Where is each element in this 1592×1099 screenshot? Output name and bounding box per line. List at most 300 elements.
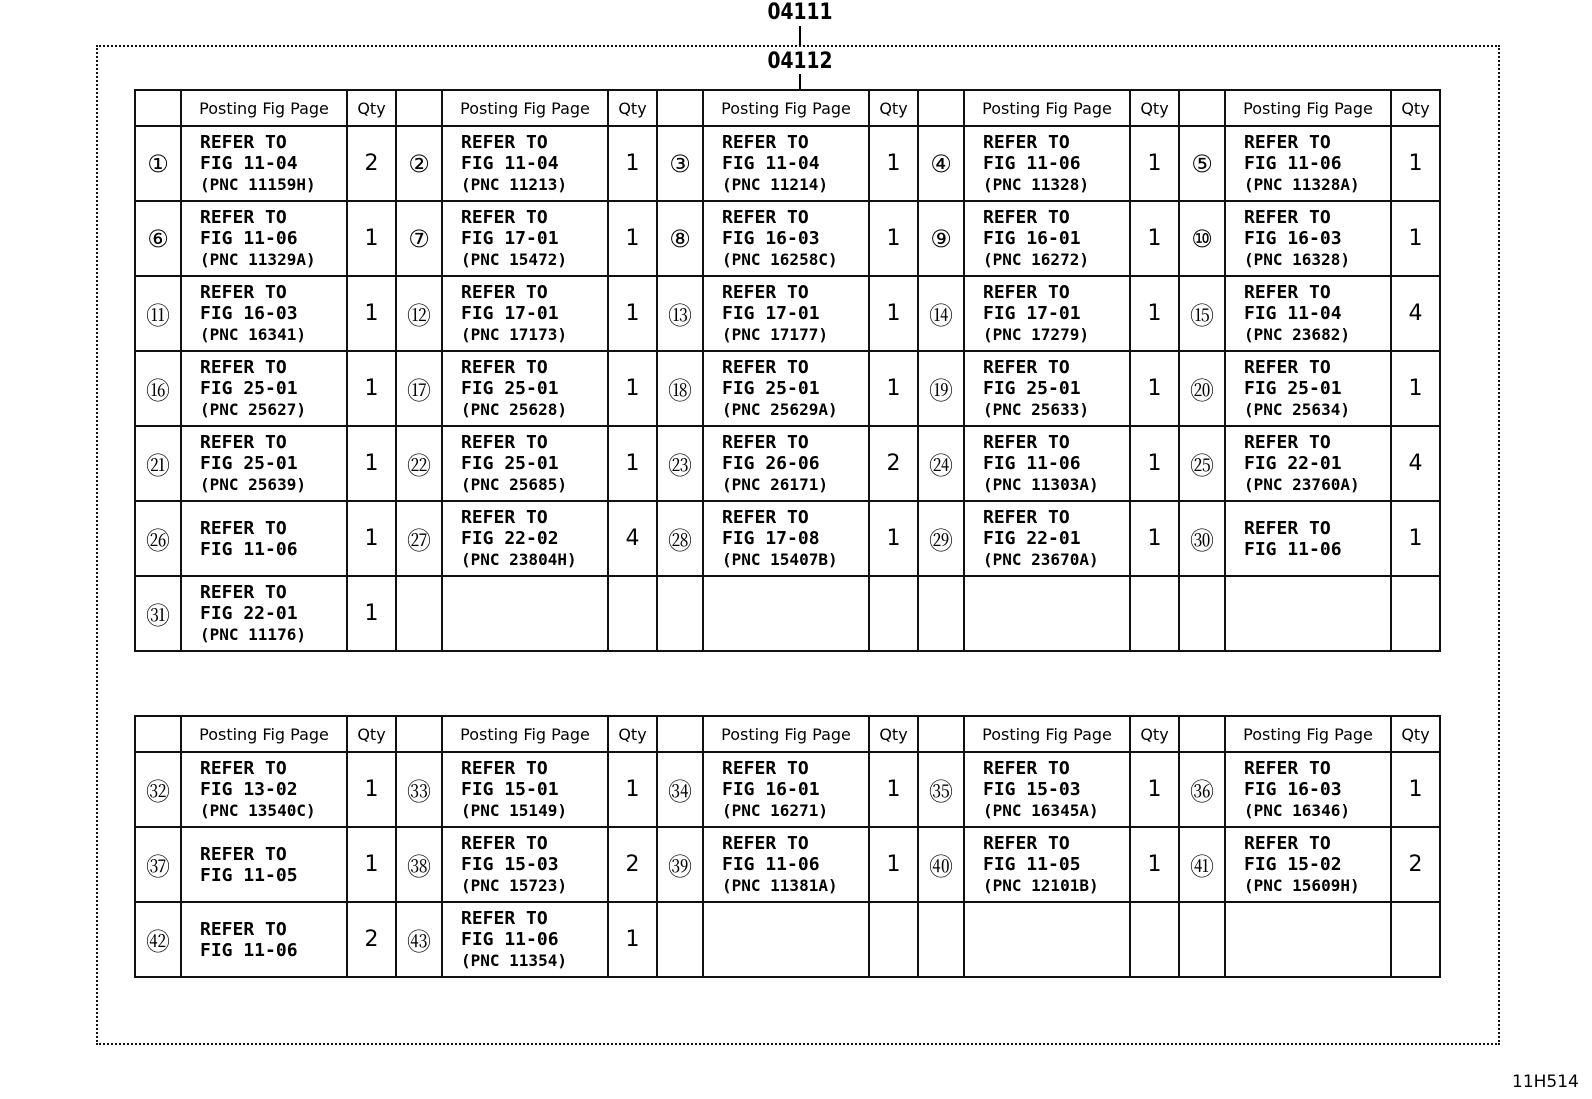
pnc-text: (PNC 23760A) xyxy=(1244,475,1360,494)
quantity: 2 xyxy=(1391,827,1440,902)
quantity: 1 xyxy=(347,752,396,827)
refer-to-text: REFER TO xyxy=(461,132,548,153)
refer-to-text: REFER TO xyxy=(722,833,809,854)
pnc-text: (PNC 25627) xyxy=(200,400,306,419)
quantity xyxy=(1130,902,1179,977)
quantity: 1 xyxy=(1391,351,1440,426)
refer-to-text: REFER TO xyxy=(200,282,287,303)
table-row xyxy=(135,201,1440,276)
header-number-cell xyxy=(1179,716,1225,752)
quantity xyxy=(1391,576,1440,651)
quantity: 1 xyxy=(1130,827,1179,902)
refer-to-text: REFER TO xyxy=(200,207,287,228)
fig-page-text: FIG 16-03 xyxy=(722,228,820,249)
quantity: 2 xyxy=(608,827,657,902)
refer-to-text: REFER TO xyxy=(200,582,287,603)
table-row xyxy=(135,827,1440,902)
pnc-text: (PNC 17279) xyxy=(983,325,1089,344)
posting-fig-reference xyxy=(442,351,608,426)
refer-to-text: REFER TO xyxy=(983,833,1070,854)
illustration-code: 11H514 xyxy=(1512,1072,1579,1092)
pnc-text: (PNC 15407B) xyxy=(722,550,838,569)
quantity: 1 xyxy=(608,126,657,201)
refer-to-text: REFER TO xyxy=(200,357,287,378)
quantity: 1 xyxy=(347,426,396,501)
quantity: 1 xyxy=(869,827,918,902)
posting-fig-reference xyxy=(1225,351,1391,426)
item-number xyxy=(657,576,703,651)
table-row xyxy=(135,276,1440,351)
item-number: ⑯ xyxy=(135,351,181,426)
refer-to-text: REFER TO xyxy=(983,132,1070,153)
posting-fig-reference xyxy=(442,126,608,201)
outer-leader-line xyxy=(799,26,801,46)
posting-fig-reference xyxy=(964,501,1130,576)
refer-to-text: REFER TO xyxy=(983,357,1070,378)
item-number: ㉝ xyxy=(396,752,442,827)
fig-page-text: FIG 16-01 xyxy=(983,228,1081,249)
fig-page-text: FIG 17-08 xyxy=(722,528,820,549)
pnc-text: (PNC 11328) xyxy=(983,175,1089,194)
item-number: ⑳ xyxy=(1179,351,1225,426)
item-number: ⑮ xyxy=(1179,276,1225,351)
pnc-text: (PNC 15723) xyxy=(461,876,567,895)
header-number-cell xyxy=(918,90,964,126)
pnc-text: (PNC 25633) xyxy=(983,400,1089,419)
posting-fig-reference xyxy=(964,902,1130,977)
pnc-text: (PNC 11159H) xyxy=(200,175,316,194)
fig-page-text: FIG 11-05 xyxy=(983,854,1081,875)
refer-to-text: REFER TO xyxy=(983,507,1070,528)
table-row xyxy=(135,426,1440,501)
item-number: ㉚ xyxy=(1179,501,1225,576)
refer-to-text: REFER TO xyxy=(461,833,548,854)
refer-to-text: REFER TO xyxy=(722,132,809,153)
quantity: 1 xyxy=(1391,126,1440,201)
item-number: ㉘ xyxy=(657,501,703,576)
quantity: 1 xyxy=(347,276,396,351)
posting-fig-reference xyxy=(181,501,347,576)
fig-page-text: FIG 11-04 xyxy=(722,153,820,174)
header-number-cell xyxy=(657,716,703,752)
fig-page-text: FIG 16-01 xyxy=(722,779,820,800)
quantity: 1 xyxy=(1130,126,1179,201)
refer-to-text: REFER TO xyxy=(1244,758,1331,779)
quantity: 1 xyxy=(1391,501,1440,576)
header-posting-fig-page: Posting Fig Page xyxy=(442,90,608,126)
quantity: 1 xyxy=(608,276,657,351)
header-qty: Qty xyxy=(1391,716,1440,752)
item-number xyxy=(396,576,442,651)
pnc-text: (PNC 25634) xyxy=(1244,400,1350,419)
posting-fig-reference xyxy=(181,902,347,977)
posting-fig-reference xyxy=(442,576,608,651)
refer-to-text: REFER TO xyxy=(1244,132,1331,153)
fig-page-text: FIG 15-03 xyxy=(461,854,559,875)
refer-to-text: REFER TO xyxy=(461,758,548,779)
posting-fig-reference xyxy=(442,902,608,977)
item-number: ㉛ xyxy=(135,576,181,651)
fig-page-text: FIG 22-01 xyxy=(983,528,1081,549)
quantity xyxy=(1391,902,1440,977)
item-number: ① xyxy=(135,126,181,201)
item-number: ⑲ xyxy=(918,351,964,426)
posting-fig-reference xyxy=(703,126,869,201)
posting-fig-reference xyxy=(964,351,1130,426)
quantity: 1 xyxy=(1130,201,1179,276)
item-number: ⑦ xyxy=(396,201,442,276)
header-posting-fig-page: Posting Fig Page xyxy=(1225,716,1391,752)
refer-to-text: REFER TO xyxy=(200,132,287,153)
fig-page-text: FIG 22-01 xyxy=(200,603,298,624)
fig-page-text: FIG 15-02 xyxy=(1244,854,1342,875)
table-row xyxy=(135,126,1440,201)
quantity: 1 xyxy=(1130,351,1179,426)
refer-to-text: REFER TO xyxy=(1244,207,1331,228)
refer-to-text: REFER TO xyxy=(461,207,548,228)
refer-to-text: REFER TO xyxy=(983,758,1070,779)
item-number: ㉔ xyxy=(918,426,964,501)
item-number: ㉑ xyxy=(135,426,181,501)
quantity: 2 xyxy=(347,902,396,977)
pnc-text: (PNC 16346) xyxy=(1244,801,1350,820)
pnc-text: (PNC 16271) xyxy=(722,801,828,820)
posting-fig-reference xyxy=(703,201,869,276)
fig-page-text: FIG 11-05 xyxy=(200,864,298,886)
quantity xyxy=(869,902,918,977)
header-posting-fig-page: Posting Fig Page xyxy=(181,90,347,126)
quantity: 1 xyxy=(1130,501,1179,576)
posting-fig-reference xyxy=(703,752,869,827)
posting-fig-reference xyxy=(442,827,608,902)
header-posting-fig-page: Posting Fig Page xyxy=(181,716,347,752)
posting-fig-reference xyxy=(1225,827,1391,902)
fig-page-text: FIG 11-04 xyxy=(200,153,298,174)
fig-page-text: FIG 16-03 xyxy=(200,303,298,324)
header-number-cell xyxy=(1179,90,1225,126)
fig-page-text: FIG 17-01 xyxy=(722,303,820,324)
fig-page-text: FIG 15-01 xyxy=(461,779,559,800)
pnc-text: (PNC 11303A) xyxy=(983,475,1099,494)
pnc-text: (PNC 26171) xyxy=(722,475,828,494)
fig-page-text: FIG 25-01 xyxy=(722,378,820,399)
refer-to-text: REFER TO xyxy=(983,207,1070,228)
item-number: ㉒ xyxy=(396,426,442,501)
pnc-text: (PNC 17173) xyxy=(461,325,567,344)
item-number: ③ xyxy=(657,126,703,201)
quantity: 1 xyxy=(1130,276,1179,351)
quantity: 1 xyxy=(869,752,918,827)
refer-to-text: REFER TO xyxy=(200,843,287,865)
refer-to-text: REFER TO xyxy=(983,432,1070,453)
quantity: 4 xyxy=(1391,426,1440,501)
refer-to-text: REFER TO xyxy=(461,357,548,378)
item-number xyxy=(657,902,703,977)
item-number xyxy=(918,576,964,651)
pnc-text: (PNC 25629A) xyxy=(722,400,838,419)
fig-page-text: FIG 11-06 xyxy=(983,453,1081,474)
posting-fig-reference xyxy=(1225,501,1391,576)
pnc-text: (PNC 16328) xyxy=(1244,250,1350,269)
item-number: ㊳ xyxy=(396,827,442,902)
posting-fig-reference xyxy=(1225,276,1391,351)
posting-fig-reference xyxy=(964,752,1130,827)
item-number: ㊷ xyxy=(135,902,181,977)
item-number: ⑥ xyxy=(135,201,181,276)
fig-page-text: FIG 26-06 xyxy=(722,453,820,474)
item-number: ㊶ xyxy=(1179,827,1225,902)
item-number: ② xyxy=(396,126,442,201)
refer-to-text: REFER TO xyxy=(722,432,809,453)
posting-fig-reference xyxy=(964,201,1130,276)
fig-page-text: FIG 17-01 xyxy=(461,228,559,249)
pnc-text: (PNC 25685) xyxy=(461,475,567,494)
posting-fig-reference xyxy=(703,902,869,977)
item-number: ㊴ xyxy=(657,827,703,902)
posting-fig-reference xyxy=(964,426,1130,501)
header-number-cell xyxy=(396,716,442,752)
pnc-text: (PNC 25639) xyxy=(200,475,306,494)
fig-page-text: FIG 11-06 xyxy=(1244,538,1342,560)
quantity: 4 xyxy=(1391,276,1440,351)
quantity: 1 xyxy=(869,201,918,276)
item-number: ㉕ xyxy=(1179,426,1225,501)
posting-fig-reference xyxy=(964,126,1130,201)
fig-page-text: FIG 11-04 xyxy=(461,153,559,174)
item-number: ㉜ xyxy=(135,752,181,827)
posting-fig-reference xyxy=(442,201,608,276)
fig-page-text: FIG 13-02 xyxy=(200,779,298,800)
refer-to-text: REFER TO xyxy=(722,282,809,303)
fig-page-text: FIG 25-01 xyxy=(200,453,298,474)
quantity: 1 xyxy=(608,752,657,827)
pnc-text: (PNC 23682) xyxy=(1244,325,1350,344)
fig-page-text: FIG 16-03 xyxy=(1244,228,1342,249)
inner-leader-line xyxy=(799,74,801,90)
posting-fig-reference xyxy=(703,827,869,902)
fig-page-text: FIG 11-06 xyxy=(200,939,298,961)
quantity: 1 xyxy=(869,501,918,576)
pnc-text: (PNC 16272) xyxy=(983,250,1089,269)
fig-page-text: FIG 15-03 xyxy=(983,779,1081,800)
item-number: ㉞ xyxy=(657,752,703,827)
posting-fig-reference xyxy=(1225,902,1391,977)
header-row xyxy=(135,716,1440,752)
quantity: 1 xyxy=(869,351,918,426)
posting-fig-reference xyxy=(964,276,1130,351)
fig-page-text: FIG 16-03 xyxy=(1244,779,1342,800)
header-posting-fig-page: Posting Fig Page xyxy=(442,716,608,752)
fig-page-text: FIG 11-06 xyxy=(983,153,1081,174)
posting-fig-reference xyxy=(442,426,608,501)
posting-fig-reference xyxy=(703,276,869,351)
header-number-cell xyxy=(918,716,964,752)
posting-fig-reference xyxy=(1225,576,1391,651)
refer-to-text: REFER TO xyxy=(200,758,287,779)
posting-fig-reference xyxy=(703,501,869,576)
fig-page-text: FIG 25-01 xyxy=(983,378,1081,399)
pnc-text: (PNC 15609H) xyxy=(1244,876,1360,895)
pnc-text: (PNC 11213) xyxy=(461,175,567,194)
posting-fig-reference xyxy=(1225,126,1391,201)
posting-fig-reference xyxy=(181,351,347,426)
posting-fig-reference xyxy=(703,351,869,426)
refer-to-text: REFER TO xyxy=(461,908,548,929)
item-number: ⑧ xyxy=(657,201,703,276)
refer-to-text: REFER TO xyxy=(461,507,548,528)
quantity: 1 xyxy=(869,126,918,201)
quantity: 1 xyxy=(347,576,396,651)
parts-reference-table-top xyxy=(134,89,1441,652)
quantity: 1 xyxy=(608,426,657,501)
quantity xyxy=(608,576,657,651)
header-posting-fig-page: Posting Fig Page xyxy=(964,716,1130,752)
header-qty: Qty xyxy=(1130,716,1179,752)
pnc-text: (PNC 13540C) xyxy=(200,801,316,820)
item-number: ⑰ xyxy=(396,351,442,426)
header-qty: Qty xyxy=(608,90,657,126)
refer-to-text: REFER TO xyxy=(1244,282,1331,303)
fig-page-text: FIG 11-04 xyxy=(1244,303,1342,324)
item-number: ㊵ xyxy=(918,827,964,902)
posting-fig-reference xyxy=(442,752,608,827)
quantity: 4 xyxy=(608,501,657,576)
pnc-text: (PNC 11176) xyxy=(200,625,306,644)
quantity: 2 xyxy=(347,126,396,201)
pnc-text: (PNC 16258C) xyxy=(722,250,838,269)
posting-fig-reference xyxy=(181,201,347,276)
pnc-text: (PNC 11354) xyxy=(461,951,567,970)
refer-to-text: REFER TO xyxy=(1244,432,1331,453)
refer-to-text: REFER TO xyxy=(461,432,548,453)
quantity xyxy=(869,576,918,651)
fig-page-text: FIG 17-01 xyxy=(983,303,1081,324)
item-number xyxy=(918,902,964,977)
quantity: 1 xyxy=(347,501,396,576)
refer-to-text: REFER TO xyxy=(200,918,287,940)
item-number: ⑩ xyxy=(1179,201,1225,276)
refer-to-text: REFER TO xyxy=(722,207,809,228)
quantity: 1 xyxy=(869,276,918,351)
item-number: ④ xyxy=(918,126,964,201)
item-number: ⑨ xyxy=(918,201,964,276)
header-posting-fig-page: Posting Fig Page xyxy=(703,716,869,752)
header-qty: Qty xyxy=(1391,90,1440,126)
fig-page-text: FIG 11-06 xyxy=(461,929,559,950)
quantity: 1 xyxy=(1130,426,1179,501)
posting-fig-reference xyxy=(964,576,1130,651)
posting-fig-reference xyxy=(181,126,347,201)
posting-fig-reference xyxy=(703,576,869,651)
header-qty: Qty xyxy=(869,90,918,126)
fig-page-text: FIG 22-02 xyxy=(461,528,559,549)
header-qty: Qty xyxy=(608,716,657,752)
posting-fig-reference xyxy=(1225,752,1391,827)
refer-to-text: REFER TO xyxy=(722,507,809,528)
quantity: 1 xyxy=(608,351,657,426)
posting-fig-reference xyxy=(1225,426,1391,501)
fig-page-text: FIG 25-01 xyxy=(200,378,298,399)
refer-to-text: REFER TO xyxy=(1244,833,1331,854)
item-number: ㊸ xyxy=(396,902,442,977)
quantity xyxy=(1130,576,1179,651)
pnc-text: (PNC 23670A) xyxy=(983,550,1099,569)
refer-to-text: REFER TO xyxy=(983,282,1070,303)
quantity: 2 xyxy=(869,426,918,501)
table-row xyxy=(135,351,1440,426)
pnc-text: (PNC 12101B) xyxy=(983,876,1099,895)
fig-page-text: FIG 25-01 xyxy=(461,453,559,474)
fig-page-text: FIG 11-06 xyxy=(722,854,820,875)
header-number-cell xyxy=(657,90,703,126)
refer-to-text: REFER TO xyxy=(200,517,287,539)
posting-fig-reference xyxy=(703,426,869,501)
header-qty: Qty xyxy=(869,716,918,752)
header-number-cell xyxy=(135,716,181,752)
table-row xyxy=(135,576,1440,651)
header-posting-fig-page: Posting Fig Page xyxy=(703,90,869,126)
item-number: ㊱ xyxy=(1179,752,1225,827)
item-number: ⑫ xyxy=(396,276,442,351)
parts-reference-table-bottom xyxy=(134,715,1441,978)
pnc-text: (PNC 17177) xyxy=(722,325,828,344)
quantity: 1 xyxy=(347,351,396,426)
quantity: 1 xyxy=(1130,752,1179,827)
pnc-text: (PNC 25628) xyxy=(461,400,567,419)
posting-fig-reference xyxy=(181,576,347,651)
posting-fig-reference xyxy=(1225,201,1391,276)
item-number: ⑤ xyxy=(1179,126,1225,201)
pnc-text: (PNC 23804H) xyxy=(461,550,577,569)
refer-to-text: REFER TO xyxy=(722,758,809,779)
quantity: 1 xyxy=(347,201,396,276)
header-qty: Qty xyxy=(347,90,396,126)
item-number: ㊲ xyxy=(135,827,181,902)
header-number-cell xyxy=(396,90,442,126)
item-number: ㉓ xyxy=(657,426,703,501)
refer-to-text: REFER TO xyxy=(1244,357,1331,378)
fig-page-text: FIG 11-06 xyxy=(200,538,298,560)
item-number xyxy=(1179,576,1225,651)
quantity: 1 xyxy=(1391,752,1440,827)
refer-to-text: REFER TO xyxy=(200,432,287,453)
item-number: ㉙ xyxy=(918,501,964,576)
refer-to-text: REFER TO xyxy=(461,282,548,303)
outer-group-label: 04111 xyxy=(767,0,833,25)
fig-page-text: FIG 11-06 xyxy=(200,228,298,249)
posting-fig-reference xyxy=(964,827,1130,902)
item-number xyxy=(1179,902,1225,977)
fig-page-text: FIG 25-01 xyxy=(1244,378,1342,399)
quantity: 1 xyxy=(347,827,396,902)
posting-fig-reference xyxy=(181,276,347,351)
header-qty: Qty xyxy=(347,716,396,752)
posting-fig-reference xyxy=(181,827,347,902)
item-number: ㉖ xyxy=(135,501,181,576)
item-number: ⑪ xyxy=(135,276,181,351)
quantity: 1 xyxy=(608,201,657,276)
header-posting-fig-page: Posting Fig Page xyxy=(1225,90,1391,126)
header-qty: Qty xyxy=(1130,90,1179,126)
pnc-text: (PNC 11329A) xyxy=(200,250,316,269)
pnc-text: (PNC 11328A) xyxy=(1244,175,1360,194)
table-row xyxy=(135,902,1440,977)
item-number: ㉟ xyxy=(918,752,964,827)
quantity: 1 xyxy=(608,902,657,977)
pnc-text: (PNC 16345A) xyxy=(983,801,1099,820)
table-row xyxy=(135,501,1440,576)
item-number: ㉗ xyxy=(396,501,442,576)
